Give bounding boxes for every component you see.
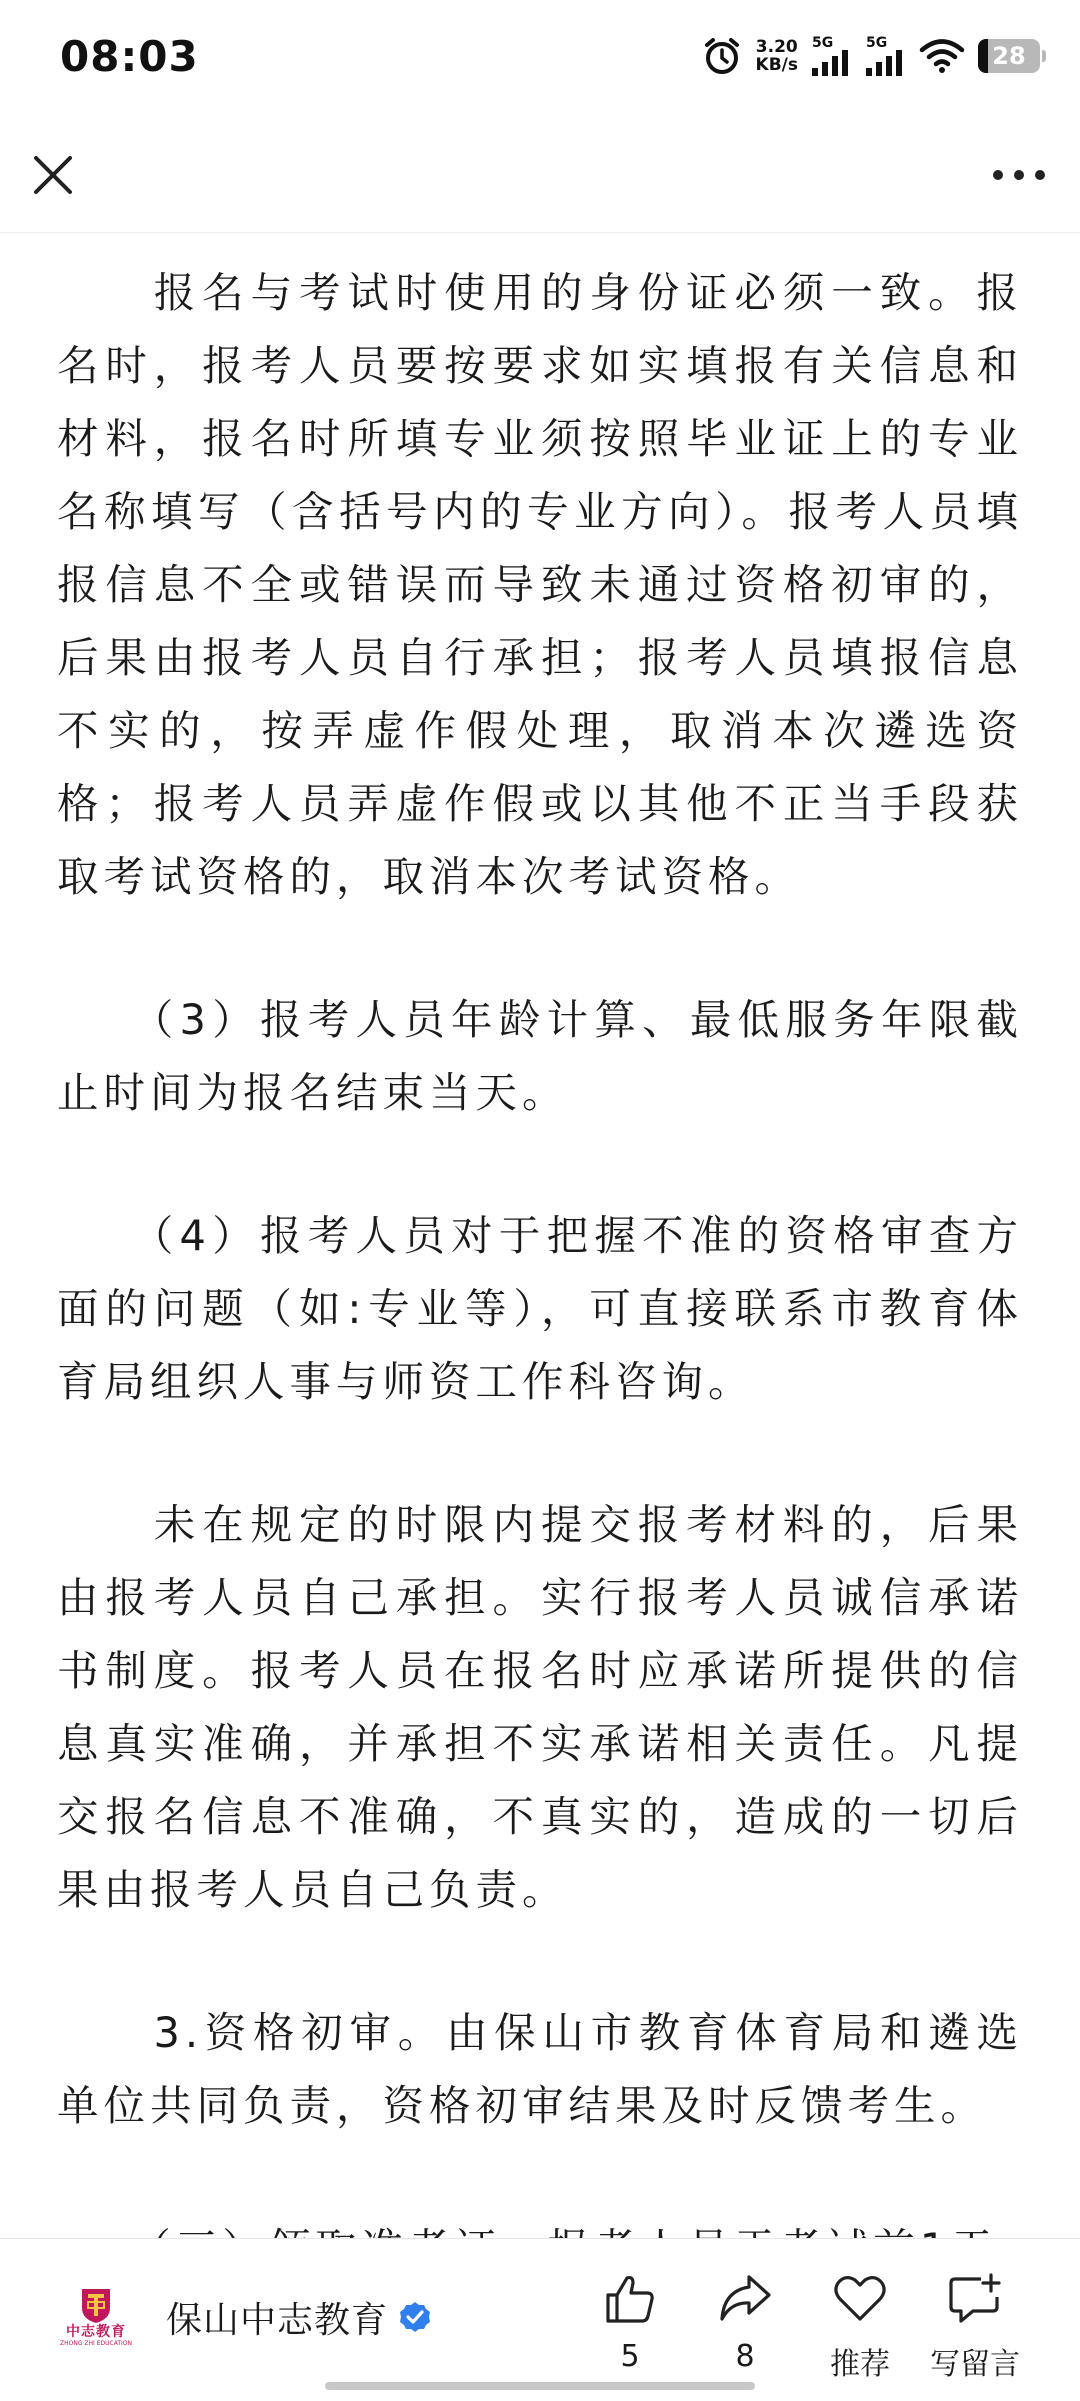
logo-subtext: ZHONG ZHI EDUCATION <box>60 2340 132 2347</box>
share-icon <box>715 2269 775 2329</box>
article-paragraph: 未在规定的时限内提交报考材料的，后果由报考人员自己承担。实行报考人员诚信承诺书制度。报考人员在报名时应承诺所提供的信息真实准确，并承担不实承诺相关责任。凡提交报名信息不准确，不真实的，造成的一切后果由报考人员自己负责。 <box>57 1500 1023 1914</box>
net-speed-value: 3.20 <box>755 37 798 57</box>
sim1-signal <box>812 36 852 76</box>
share-button[interactable] <box>690 2269 800 2374</box>
close-icon <box>24 146 82 204</box>
share-count: 8 <box>735 2339 755 2374</box>
article-paragraph: （3）报考人员年龄计算、最低服务年限截止时间为报名结束当天。 <box>57 995 1023 1117</box>
logo-text: 中志教育 <box>66 2324 126 2340</box>
net-speed <box>756 38 798 74</box>
bottom-bar <box>0 2238 1080 2401</box>
more-options-button[interactable] <box>986 152 1052 198</box>
status-icons <box>702 34 1040 78</box>
heart-icon <box>830 2269 890 2329</box>
write-comment-button[interactable] <box>920 2269 1030 2383</box>
article-paragraph: 报名与考试时使用的身份证必须一致。报名时，报考人员要按要求如实填报有关信息和材料，报名时所填专业须按照毕业证上的专业名称填写（含括号内的专业方向）。报考人员填报信息不全或错误而导致未通过资格初审的，后果由报考人员自行承担；报考人员填报信息不实的，按弄虚作假处理，取消本次遴选资格；报考人员弄虚作假或以其他不正当手段获取考试资格的，取消本次考试资格。 <box>57 268 1023 901</box>
account-info[interactable] <box>48 2279 432 2355</box>
sim1-label: 5G <box>812 35 834 51</box>
article-body[interactable] <box>0 232 1080 2230</box>
status-bar <box>0 0 1080 118</box>
recommend-label: 推荐 <box>830 2347 890 2382</box>
home-indicator[interactable] <box>325 2382 755 2390</box>
signal-icon <box>866 50 906 76</box>
comment-label: 写留言 <box>930 2347 1020 2382</box>
sim2-signal <box>866 36 906 76</box>
like-button[interactable] <box>575 2269 685 2374</box>
sim2-label: 5G <box>866 35 888 51</box>
status-time: 08:03 <box>60 32 199 81</box>
wifi-icon <box>920 39 964 73</box>
battery-level: 28 <box>992 42 1026 70</box>
recommend-button[interactable] <box>805 2269 915 2383</box>
account-name[interactable]: 保山中志教育 <box>166 2299 389 2341</box>
thumbs-up-icon <box>600 2269 660 2329</box>
more-icon <box>986 152 1052 198</box>
article-paragraph: （4）报考人员对于把握不准的资格审查方面的问题（如:专业等），可直接联系市教育体育局组织人事与师资工作科咨询。 <box>57 1211 1023 1406</box>
article-paragraph: 3.资格初审。由保山市教育体育局和遴选单位共同负责，资格初审结果及时反馈考生。 <box>57 2008 1023 2130</box>
battery-icon <box>978 39 1040 73</box>
emblem-icon <box>79 2286 113 2324</box>
account-logo[interactable] <box>48 2279 144 2355</box>
alarm-icon <box>702 36 742 76</box>
like-count: 5 <box>620 2339 640 2374</box>
close-button[interactable] <box>24 146 82 204</box>
verified-badge-icon <box>398 2300 432 2334</box>
app-bar <box>0 118 1080 233</box>
signal-icon <box>812 50 852 76</box>
comment-add-icon <box>945 2269 1005 2329</box>
net-speed-unit: KB/s <box>755 55 798 75</box>
